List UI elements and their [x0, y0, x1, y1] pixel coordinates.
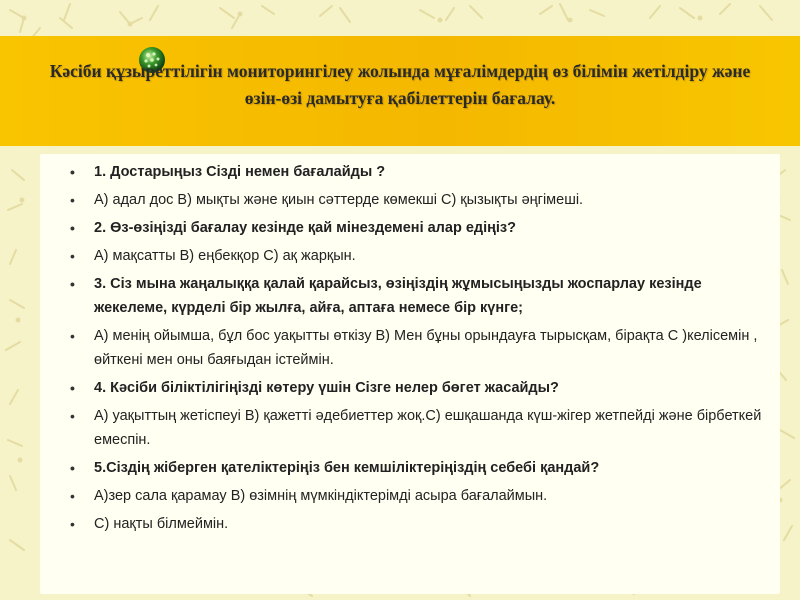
- item-text: 5.Сіздің жіберген қателіктеріңіз бен кемшіліктеріңіздің себебі қандай?: [94, 460, 600, 476]
- item-text: А) мақсатты В) еңбекқор С) ақ жарқын.: [94, 248, 356, 264]
- list-item: [68, 376, 768, 400]
- list-item: [68, 512, 768, 536]
- bullet-icon: •: [70, 380, 75, 396]
- item-text: 4. Кәсіби біліктілігіңізді көтеру үшін Сізге нелер бөгет жасайды?: [94, 380, 559, 396]
- bullet-icon: •: [70, 516, 75, 532]
- bullet-icon: •: [70, 408, 75, 424]
- bullet-icon: •: [70, 460, 75, 476]
- bullet-icon: •: [70, 192, 75, 208]
- list-item: [68, 324, 768, 372]
- item-text: А) адал дос В) мықты және қиын сәттерде көмекші С) қызықты әңгімеші.: [94, 192, 584, 208]
- item-text: 2. Өз-өзіңізді бағалау кезінде қай мінездемені алар едіңіз?: [94, 220, 516, 236]
- bullet-icon: •: [70, 220, 75, 236]
- bullet-icon: •: [70, 248, 75, 264]
- item-text: 3. Сіз мына жаңалыққа қалай қарайсыз, өзіңіздің жұмысыңызды жоспарлау кезінде жекелеме, күрделі бір жылға, айға, аптаға немесе бір күнге;: [94, 276, 702, 316]
- item-text: 1. Достарыңыз Сізді немен бағалайды ?: [94, 164, 386, 180]
- item-text: С) нақты білмеймін.: [94, 516, 229, 532]
- item-text: А) менің ойымша, бұл бос уақытты өткізу В) Мен бұны орындауға тырысқам, бірақта С )келісемін , өйткені мен оны баяғыдан істеймін.: [94, 328, 758, 368]
- bullet-icon: •: [70, 164, 75, 180]
- item-text: А) уақыттың жетіспеуі В) қажетті әдебиеттер жоқ.С) ешқашанда күш-жігер жетпейді және бірбеткей емеспін.: [94, 408, 762, 448]
- bullet-icon: •: [70, 328, 75, 344]
- bullet-icon: •: [70, 488, 75, 504]
- list-item: [68, 272, 768, 320]
- list-item: [68, 216, 768, 240]
- list-item: [68, 244, 768, 268]
- list-item: [68, 484, 768, 508]
- list-item: [68, 404, 768, 452]
- slide-title: Кәсіби құзыреттілігін мониторингілеу жолында мұғалімдердің өз білімін жетілдіру және өзін-өзі дамытуға қабілеттерін бағалау.: [49, 61, 751, 108]
- list-item: [68, 456, 768, 480]
- item-text: А)зер сала қарамау В) өзімнің мүмкіндіктерімді асыра бағалаймын.: [94, 488, 548, 504]
- bullet-icon: •: [70, 276, 75, 292]
- list-item: [68, 188, 768, 212]
- question-list: [68, 160, 768, 540]
- list-item: [68, 160, 768, 184]
